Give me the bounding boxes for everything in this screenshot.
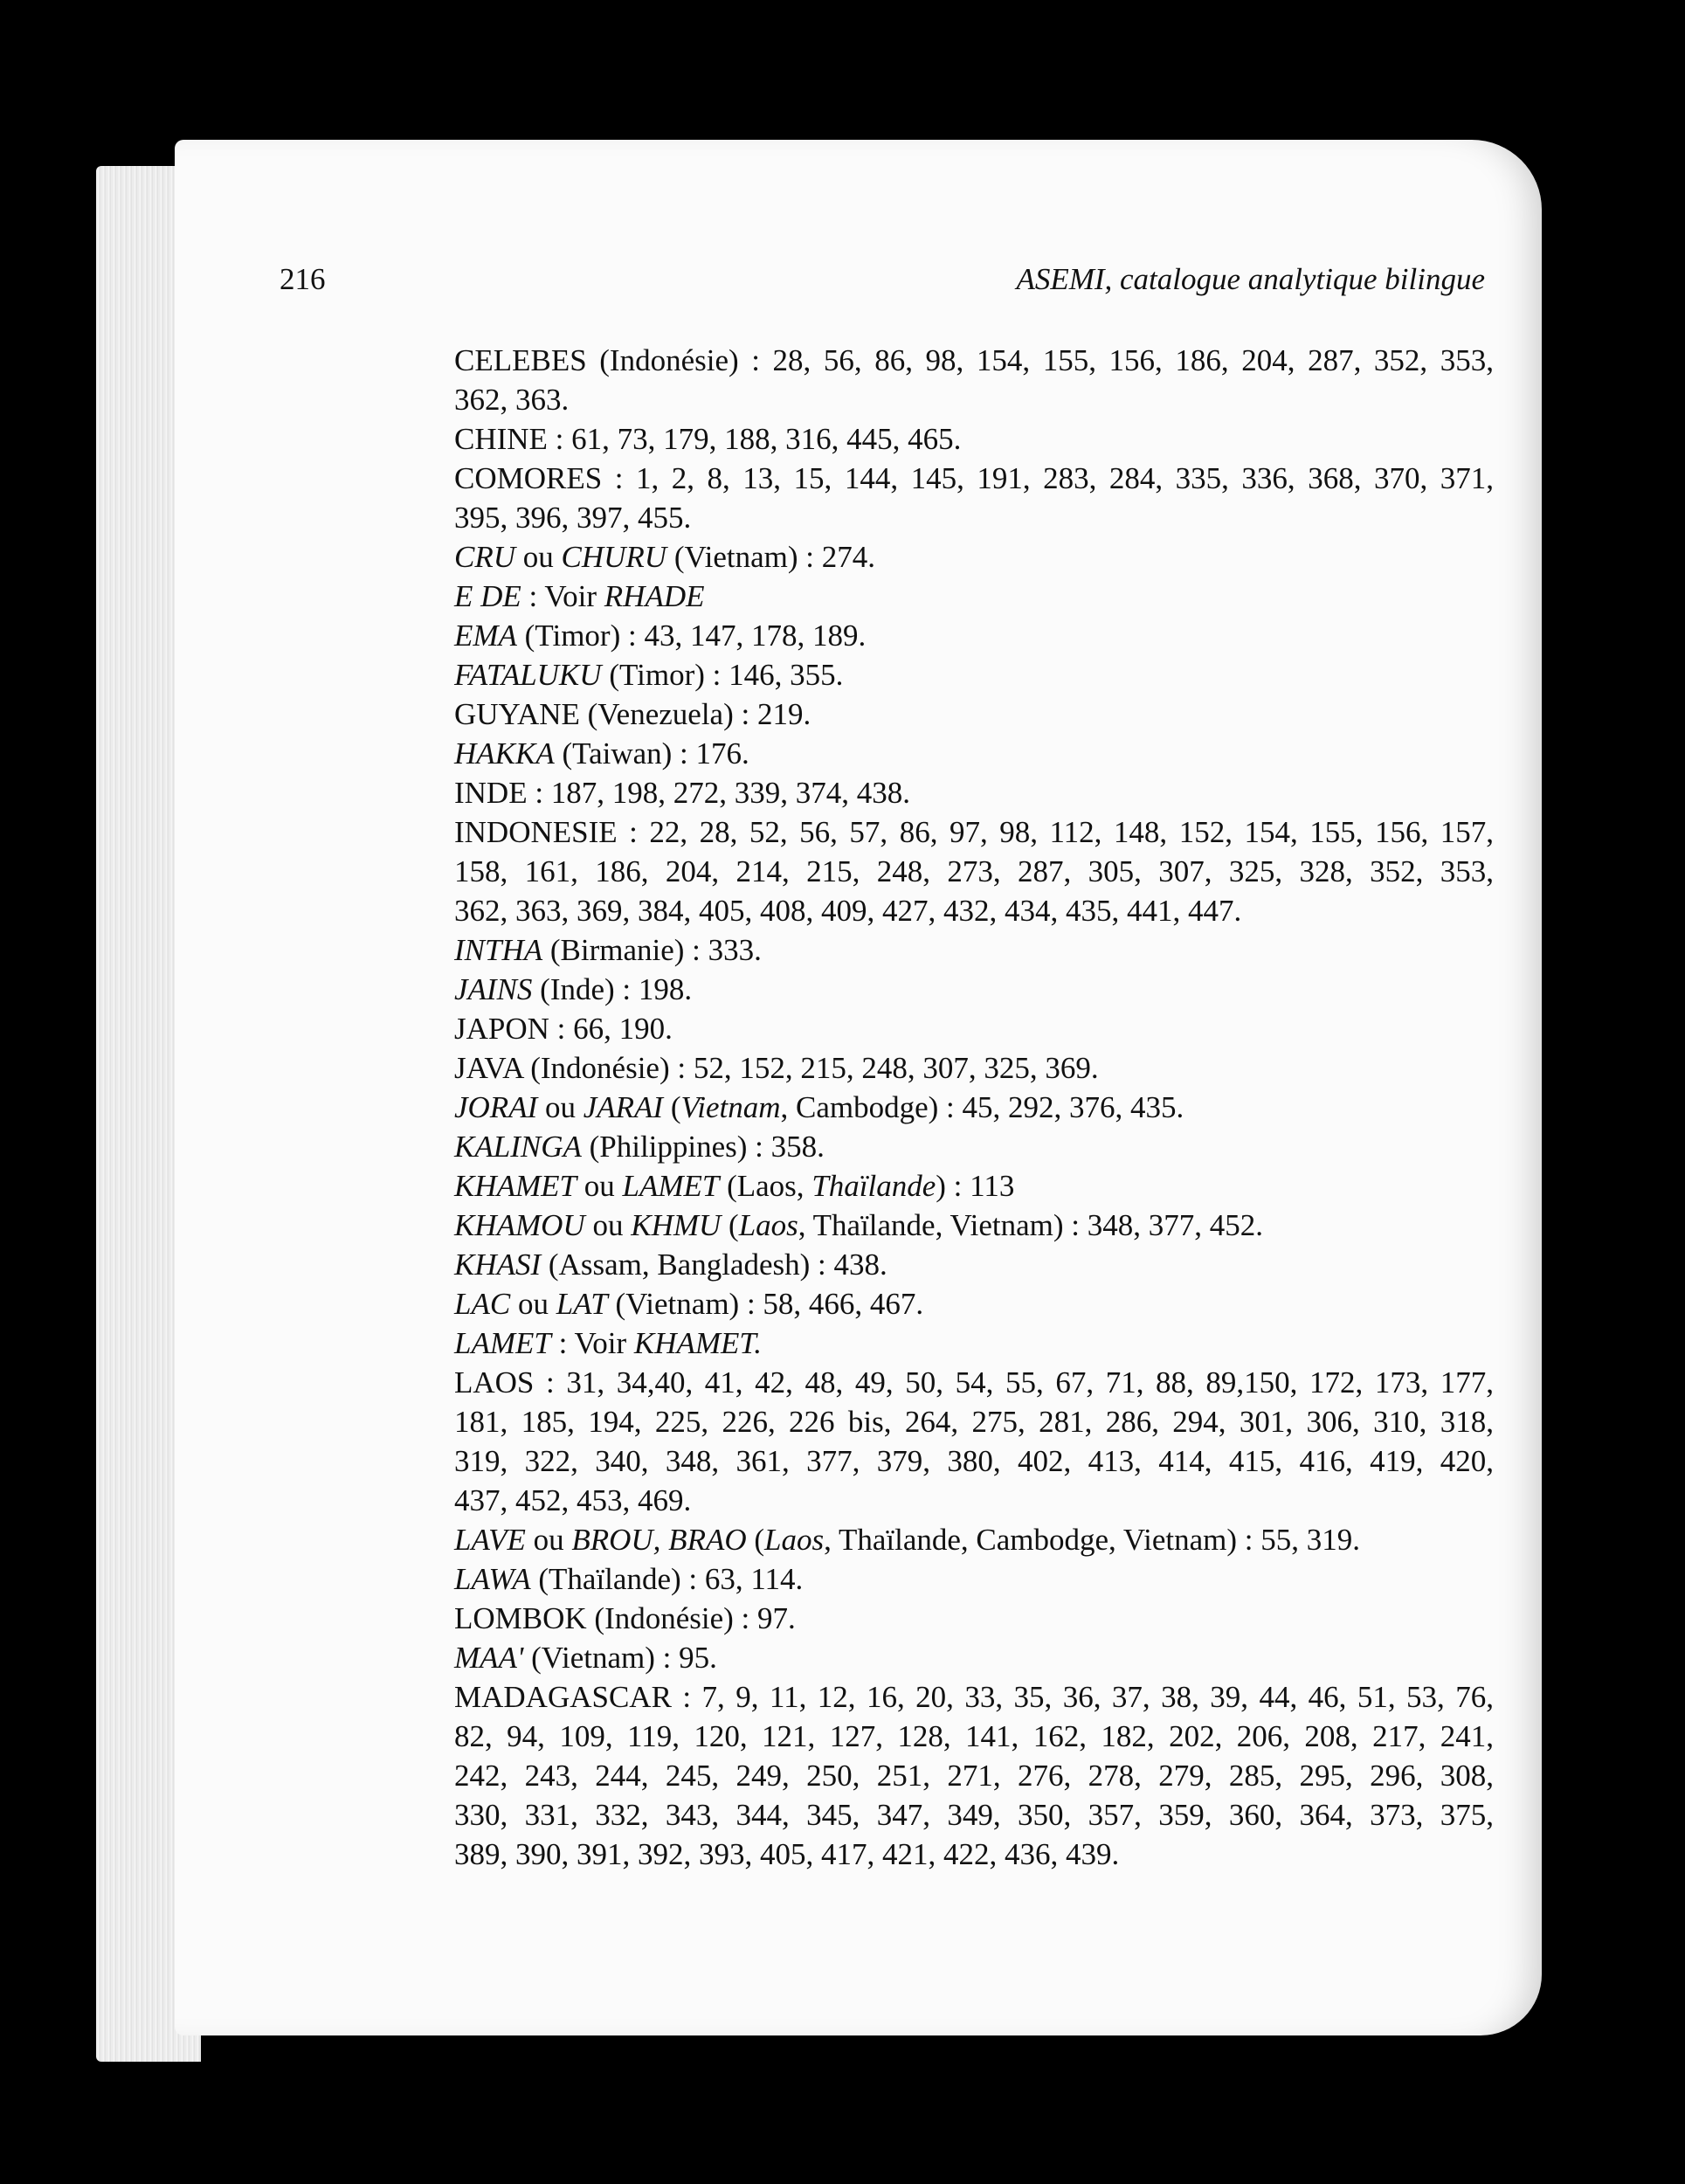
index-text: (Birmanie) : 333.: [542, 933, 762, 967]
index-term-italic: INTHA: [454, 933, 543, 967]
index-text: (Vietnam) : 95.: [523, 1641, 717, 1675]
index-line: [454, 1481, 1494, 1520]
index-text: ) : 113: [936, 1169, 1015, 1203]
index-text: 158, 161, 186, 204, 214, 215, 248, 273, 287, 305, 307, 325, 328, 352, 353,: [454, 854, 1494, 888]
index-text: (Vietnam) : 58, 466, 467.: [607, 1287, 924, 1321]
index-text: INDONESIE : 22, 28, 52, 56, 57, 86, 97, 98, 112, 148, 152, 154, 155, 156, 157,: [454, 815, 1494, 849]
index-line: [454, 498, 1494, 537]
index-text: (Taiwan) : 176.: [554, 736, 749, 771]
index-line: [454, 419, 1494, 459]
index-text: CELEBES (Indonésie) : 28, 56, 86, 98, 154, 155, 156, 186, 204, 287, 352, 353,: [454, 343, 1494, 377]
index-text: (Laos,: [719, 1169, 812, 1203]
index-text: 362, 363, 369, 384, 405, 408, 409, 427, 432, 434, 435, 441, 447.: [454, 894, 1242, 928]
index-line: [454, 459, 1494, 498]
index-term-italic: BROU, BRAO: [571, 1523, 747, 1557]
index-text: , Cambodge) : 45, 292, 376, 435.: [780, 1090, 1184, 1124]
index-term-italic: KHASI: [454, 1248, 542, 1282]
index-text: (Thaïlande) : 63, 114.: [530, 1562, 804, 1596]
index-line: [454, 1363, 1494, 1402]
index-term-italic: Vietnam: [680, 1090, 781, 1124]
index-term-italic: LAVE: [454, 1523, 526, 1557]
index-line: [454, 616, 1494, 655]
index-line: [454, 1638, 1494, 1677]
index-line: [454, 1009, 1494, 1048]
index-term-italic: Thaïlande: [811, 1169, 936, 1203]
index-term-italic: Laos: [764, 1523, 825, 1557]
page-header: [280, 262, 1485, 306]
index-text: ou: [515, 540, 562, 574]
index-line: [454, 1520, 1494, 1559]
index-line: [454, 970, 1494, 1009]
index-text: 389, 390, 391, 392, 393, 405, 417, 421, 422, 436, 439.: [454, 1837, 1120, 1871]
index-line: [454, 1088, 1494, 1127]
index-line: [454, 1166, 1494, 1206]
index-text: LOMBOK (Indonésie) : 97.: [454, 1601, 796, 1635]
index-text: 395, 396, 397, 455.: [454, 501, 692, 535]
index-text: : Voir: [550, 1326, 634, 1360]
index-line: [454, 1599, 1494, 1638]
index-line: [454, 773, 1494, 812]
index-text: (: [663, 1090, 681, 1124]
index-text: JAPON : 66, 190.: [454, 1012, 673, 1046]
index-term-italic: KHAMET.: [633, 1326, 763, 1360]
index-line: [454, 1441, 1494, 1481]
index-text: ou: [584, 1208, 632, 1242]
geographic-index: [454, 341, 1494, 1874]
index-line: [454, 1402, 1494, 1441]
index-line: [454, 1284, 1494, 1324]
index-line: [454, 1127, 1494, 1166]
index-line: [454, 1756, 1494, 1795]
index-term-italic: JAINS: [454, 972, 533, 1006]
index-term-italic: CHURU: [561, 540, 667, 574]
index-text: 330, 331, 332, 343, 344, 345, 347, 349, 350, 357, 359, 360, 364, 373, 375,: [454, 1798, 1494, 1832]
index-text: COMORES : 1, 2, 8, 13, 15, 144, 145, 191, 283, 284, 335, 336, 368, 370, 371,: [454, 461, 1494, 495]
index-text: (Assam, Bangladesh) : 438.: [541, 1248, 887, 1282]
index-text: (Timor) : 43, 147, 178, 189.: [516, 619, 867, 653]
index-term-italic: Laos: [738, 1208, 798, 1242]
index-term-italic: CRU: [454, 540, 515, 574]
index-text: 181, 185, 194, 225, 226, 226 bis, 264, 275, 281, 286, 294, 301, 306, 310, 318,: [454, 1405, 1494, 1439]
index-text: (: [746, 1523, 765, 1557]
index-line: [454, 812, 1494, 852]
index-line: [454, 380, 1494, 419]
index-text: 82, 94, 109, 119, 120, 121, 127, 128, 141, 162, 182, 202, 206, 208, 217, 241,: [454, 1719, 1494, 1753]
index-text: ou: [577, 1169, 623, 1203]
index-line: [454, 1206, 1494, 1245]
index-line: [454, 1559, 1494, 1599]
index-line: [454, 1324, 1494, 1363]
index-text: 437, 452, 453, 469.: [454, 1483, 692, 1517]
index-text: GUYANE (Venezuela) : 219.: [454, 697, 811, 731]
index-text: ou: [525, 1523, 572, 1557]
index-term-italic: E DE: [454, 579, 521, 613]
index-text: CHINE : 61, 73, 179, 188, 316, 445, 465.: [454, 422, 962, 456]
index-text: (Inde) : 198.: [532, 972, 693, 1006]
index-text: 362, 363.: [454, 383, 570, 417]
index-term-italic: MAA': [454, 1641, 524, 1675]
page-number: 216: [280, 262, 326, 296]
index-term-italic: LAWA: [454, 1562, 531, 1596]
index-line: [454, 537, 1494, 577]
index-term-italic: JORAI: [454, 1090, 538, 1124]
index-line: [454, 852, 1494, 891]
index-term-italic: KHMU: [631, 1208, 722, 1242]
index-text: , Thaïlande, Vietnam) : 348, 377, 452.: [798, 1208, 1263, 1242]
index-text: 319, 322, 340, 348, 361, 377, 379, 380, 402, 413, 414, 415, 416, 419, 420,: [454, 1444, 1494, 1478]
index-text: , Thaïlande, Cambodge, Vietnam) : 55, 319.: [824, 1523, 1360, 1557]
index-text: ou: [510, 1287, 556, 1321]
index-text: ou: [537, 1090, 584, 1124]
index-line: [454, 1677, 1494, 1717]
index-line: [454, 1835, 1494, 1874]
index-term-italic: RHADE: [604, 579, 705, 613]
index-line: [454, 1048, 1494, 1088]
index-text: INDE : 187, 198, 272, 339, 374, 438.: [454, 776, 911, 810]
index-text: (Vietnam) : 274.: [666, 540, 876, 574]
index-text: (Philippines) : 358.: [581, 1130, 825, 1164]
index-line: [454, 695, 1494, 734]
index-text: JAVA (Indonésie) : 52, 152, 215, 248, 307, 325, 369.: [454, 1051, 1099, 1085]
index-term-italic: LAT: [556, 1287, 608, 1321]
index-line: [454, 891, 1494, 930]
index-line: [454, 655, 1494, 695]
index-term-italic: FATALUKU: [454, 658, 602, 692]
index-term-italic: JARAI: [583, 1090, 664, 1124]
index-line: [454, 1245, 1494, 1284]
index-line: [454, 1795, 1494, 1835]
index-text: 242, 243, 244, 245, 249, 250, 251, 271, 276, 278, 279, 285, 295, 296, 308,: [454, 1759, 1494, 1793]
index-line: [454, 1717, 1494, 1756]
index-line: [454, 341, 1494, 380]
index-line: [454, 930, 1494, 970]
index-term-italic: KHAMOU: [454, 1208, 585, 1242]
index-term-italic: EMA: [454, 619, 517, 653]
index-term-italic: HAKKA: [454, 736, 555, 771]
index-text: (: [721, 1208, 739, 1242]
index-term-italic: KALINGA: [454, 1130, 582, 1164]
index-text: LAOS : 31, 34,40, 41, 42, 48, 49, 50, 54, 55, 67, 71, 88, 89,150, 172, 173, 177,: [454, 1365, 1494, 1400]
running-title: ASEMI, catalogue analytique bilingue: [1016, 262, 1485, 296]
index-term-italic: LAC: [454, 1287, 511, 1321]
index-line: [454, 577, 1494, 616]
index-line: [454, 734, 1494, 773]
index-text: MADAGASCAR : 7, 9, 11, 12, 16, 20, 33, 35, 36, 37, 38, 39, 44, 46, 51, 53, 76,: [454, 1680, 1494, 1714]
index-term-italic: LAMET: [454, 1326, 551, 1360]
index-term-italic: LAMET: [622, 1169, 720, 1203]
index-term-italic: KHAMET: [454, 1169, 577, 1203]
index-text: (Timor) : 146, 355.: [601, 658, 844, 692]
index-text: : Voir: [521, 579, 604, 613]
